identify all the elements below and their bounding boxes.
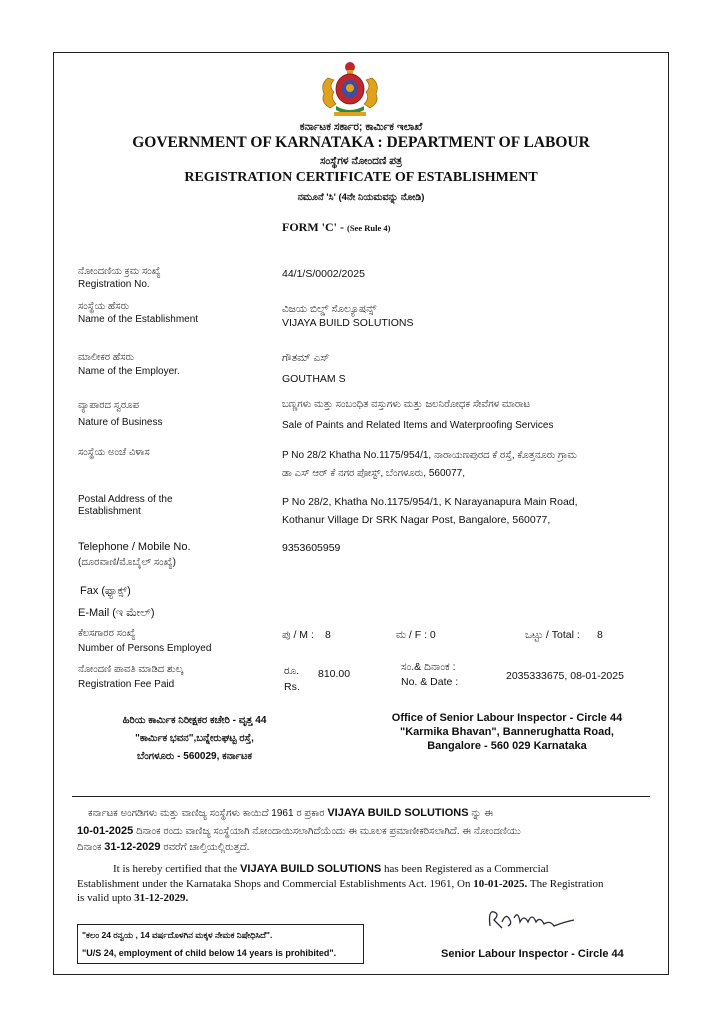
establishment-value-kn: ವಿಜಯ ಬಿಲ್ಡ್ ಸೊಲ್ಯೂಷನ್ಸ್ <box>282 303 377 315</box>
signatory-title: Senior Labour Inspector - Circle 44 <box>441 948 624 960</box>
cert-title-english: REGISTRATION CERTIFICATE OF ESTABLISHMENT <box>184 170 538 185</box>
persons-total-value: 8 <box>597 629 603 641</box>
address-label-line2: Establishment <box>78 506 141 517</box>
cert-kn-text2: ನ್ನು ಈ <box>471 808 493 819</box>
cert-kn-text3: ದಿನಾಂಕ ರಂದು ವಾಣಿಜ್ಯ ಸಂಸ್ಥೆಯಾಗಿ ನೋಂದಾಯಿಸಲಾಗಿದೆಯೆಂದು ಈ ಮೂಲಕ ಪ್ರಮಾಣೀಕರಿಸಲಾಗಿದೆ. ಈ ನೋಂದಣಿಯು <box>136 826 521 837</box>
office-en-line1: Office of Senior Labour Inspector - Circle 44 <box>391 712 623 724</box>
fee-no-date-label: No. & Date : <box>401 676 459 688</box>
employer-value-kn: ಗೌತಮ್ ಎಸ್ <box>282 352 330 364</box>
phone-label: Telephone / Mobile No. <box>78 541 191 553</box>
cert-en-text4: The Registration <box>529 878 604 890</box>
cert-kn-text4: ದಿನಾಂಕ <box>77 842 102 853</box>
persons-label-kn: ಕೆಲಸಗಾರರ ಸಂಖ್ಯೆ <box>78 628 136 639</box>
fee-amount: 810.00 <box>318 668 351 680</box>
cert-en-text2: has been Registered as a Commercial <box>384 863 549 875</box>
cert-en-line1 <box>113 863 549 875</box>
reg-no-label: Registration No. <box>78 279 150 290</box>
cert-en-name: VIJAYA BUILD SOLUTIONS <box>240 863 382 875</box>
address-line2: Kothanur Village Dr SRK Nagar Post, Bangalore, 560077, <box>282 514 551 526</box>
reg-no-value: 44/1/S/0002/2025 <box>282 268 365 280</box>
cert-en-date1: 10-01-2025. <box>473 878 528 890</box>
cert-title-kannada: ಸಂಸ್ಥೆಗಳ ನೋಂದಣಿ ಪತ್ರ <box>319 155 403 167</box>
email-label: E-Mail (ಇ ಮೇಲ್) <box>78 607 155 619</box>
persons-label: Number of Persons Employed <box>78 643 212 654</box>
address-kn-line2: ಡಾ ಎಸ್ ಆರ್ ಕೆ ನಗರ ಪೋಸ್ಟ್, ಬೆಂಗಳೂರು, 560077, <box>282 468 465 479</box>
cert-en-line2 <box>77 878 604 890</box>
fee-label: Registration Fee Paid <box>78 679 175 690</box>
employer-label-kn: ಮಾಲೀಕರ ಹೆಸರು <box>78 352 134 363</box>
form-title-kannada: ನಮೂನೆ 'ಸಿ' (4ನೇ ನಿಯಮವನ್ನು ನೋಡಿ) <box>297 192 425 203</box>
office-kn-line2: "ಕಾರ್ಮಿಕ ಭವನ",ಬನ್ನೇರುಘಟ್ಟ ರಸ್ತೆ, <box>135 733 254 744</box>
fee-no-date-value: 2035333675, 08-01-2025 <box>506 670 624 682</box>
address-kn-line1: P No 28/2 Khatha No.1175/954/1, ನಾರಾಯಣಪುರದ ಕೆ ರಸ್ತೆ, ಕೊತ್ತನೂರು ಗ್ರಾಮ <box>282 450 577 461</box>
phone-label-kn: (ದೂರವಾಣಿ/ಮೊಬೈಲ್ ಸಂಖ್ಯೆ) <box>78 557 177 568</box>
business-value: Sale of Paints and Related Items and Waterproofing Services <box>282 420 554 431</box>
business-label: Nature of Business <box>78 417 163 428</box>
fax-label: Fax (ಫ್ಯಾಕ್ಸ್) <box>80 585 131 597</box>
establishment-value: VIJAYA BUILD SOLUTIONS <box>282 317 414 329</box>
address-kn-label: ಸಂಸ್ಥೆಯ ಅಂಚೆ ವಿಳಾಸ <box>78 447 150 458</box>
phone-value: 9353605959 <box>282 542 341 554</box>
signature-mark <box>484 902 584 936</box>
office-en-line2: "Karmika Bhavan", Bannerughatta Road, <box>400 726 614 738</box>
persons-male-value: 8 <box>325 629 331 641</box>
form-title <box>282 220 390 235</box>
dept-title-english: GOVERNMENT OF KARNATAKA : DEPARTMENT OF LABOUR <box>132 134 590 151</box>
office-en-line3: Bangalore - 560 029 Karnataka <box>427 740 587 752</box>
form-rule: (See Rule 4) <box>347 223 391 233</box>
address-line1: P No 28/2, Khatha No.1175/954/1, K Narayanapura Main Road, <box>282 496 578 508</box>
cert-en-text5: is valid upto <box>77 892 132 904</box>
fee-rs-kn: ರೂ. <box>284 665 300 677</box>
business-value-kn: ಬಣ್ಣಗಳು ಮತ್ತು ಸಂಬಂಧಿತ ವಸ್ತುಗಳು ಮತ್ತು ಜಲನಿರೋಧಕ ಸೇವೆಗಳ ಮಾರಾಟ <box>282 399 531 410</box>
establishment-label-kn: ಸಂಸ್ಥೆಯ ಹೆಸರು <box>78 301 130 312</box>
office-kn-line1: ಹಿರಿಯ ಕಾರ್ಮಿಕ ನಿರೀಕ್ಷಕರ ಕಚೇರಿ - ವೃತ್ತ 44 <box>122 715 267 726</box>
fee-no-date-label-kn: ಸಂ.& ದಿನಾಂಕ : <box>401 661 456 673</box>
cert-kn-name: VIJAYA BUILD SOLUTIONS <box>327 807 469 819</box>
cert-kn-line1 <box>88 807 493 819</box>
karnataka-emblem-icon <box>314 58 386 120</box>
cert-en-text1: It is hereby certified that the <box>113 863 238 875</box>
cert-kn-text5: ರವರೆಗೆ ಚಾಲ್ತಿಯಲ್ಲಿರುತ್ತದೆ. <box>163 842 250 853</box>
business-label-kn: ವ್ಯಾಪಾರದ ಸ್ವರೂಪ <box>78 400 139 411</box>
form-label: FORM 'C' - <box>282 220 344 234</box>
cert-kn-line3 <box>77 841 249 853</box>
persons-male-label: ಪು / M : <box>282 629 314 641</box>
cert-kn-line2 <box>77 825 521 837</box>
reg-no-label-kn: ನೋಂದಣಿಯ ಕ್ರಮ ಸಂಖ್ಯೆ <box>78 266 161 277</box>
fee-rs: Rs. <box>284 681 300 693</box>
child-labour-note-kn: "ಕಲಂ 24 ರನ್ವಯ , 14 ವರ್ಷದೊಳಗಿನ ಮಕ್ಕಳ ನೇಮಕ ನಿಷೇಧಿಸಿದೆ". <box>82 930 273 940</box>
cert-kn-date2: 31-12-2029 <box>104 841 161 853</box>
cert-en-date2: 31-12-2029. <box>134 892 189 904</box>
child-labour-note-en: "U/S 24, employment of child below 14 years is prohibited". <box>82 948 337 958</box>
establishment-label: Name of the Establishment <box>78 314 199 325</box>
employer-label: Name of the Employer. <box>78 366 180 377</box>
address-label-line1: Postal Address of the <box>78 494 173 505</box>
persons-female: ಮ / F : 0 <box>396 629 436 641</box>
section-divider <box>72 796 650 797</box>
employer-value: GOUTHAM S <box>282 373 346 385</box>
cert-kn-date1: 10-01-2025 <box>77 825 134 837</box>
fee-label-kn: ನೋಂದಣಿ ಪಾವತಿ ಮಾಡಿದ ಶುಲ್ಕ <box>78 664 184 675</box>
persons-total-label: ಒಟ್ಟು / Total : <box>525 629 580 641</box>
cert-en-line3 <box>77 892 188 904</box>
office-kn-line3: ಬೆಂಗಳೂರು - 560029, ಕರ್ನಾಟಕ <box>137 751 252 762</box>
cert-en-text3: Establishment under the Karnataka Shops and Commercial Establishments Act. 1961, On <box>77 878 471 890</box>
dept-title-kannada: ಕರ್ನಾಟಕ ಸರ್ಕಾರ; ಕಾರ್ಮಿಕ ಇಲಾಖೆ <box>299 121 423 133</box>
cert-kn-text1: ಕರ್ನಾಟಕ ಅಂಗಡಿಗಳು ಮತ್ತು ವಾಣಿಜ್ಯ ಸಂಸ್ಥೆಗಳು ಕಾಯಿದೆ 1961 ರ ಪ್ರಕಾರ <box>88 808 325 819</box>
